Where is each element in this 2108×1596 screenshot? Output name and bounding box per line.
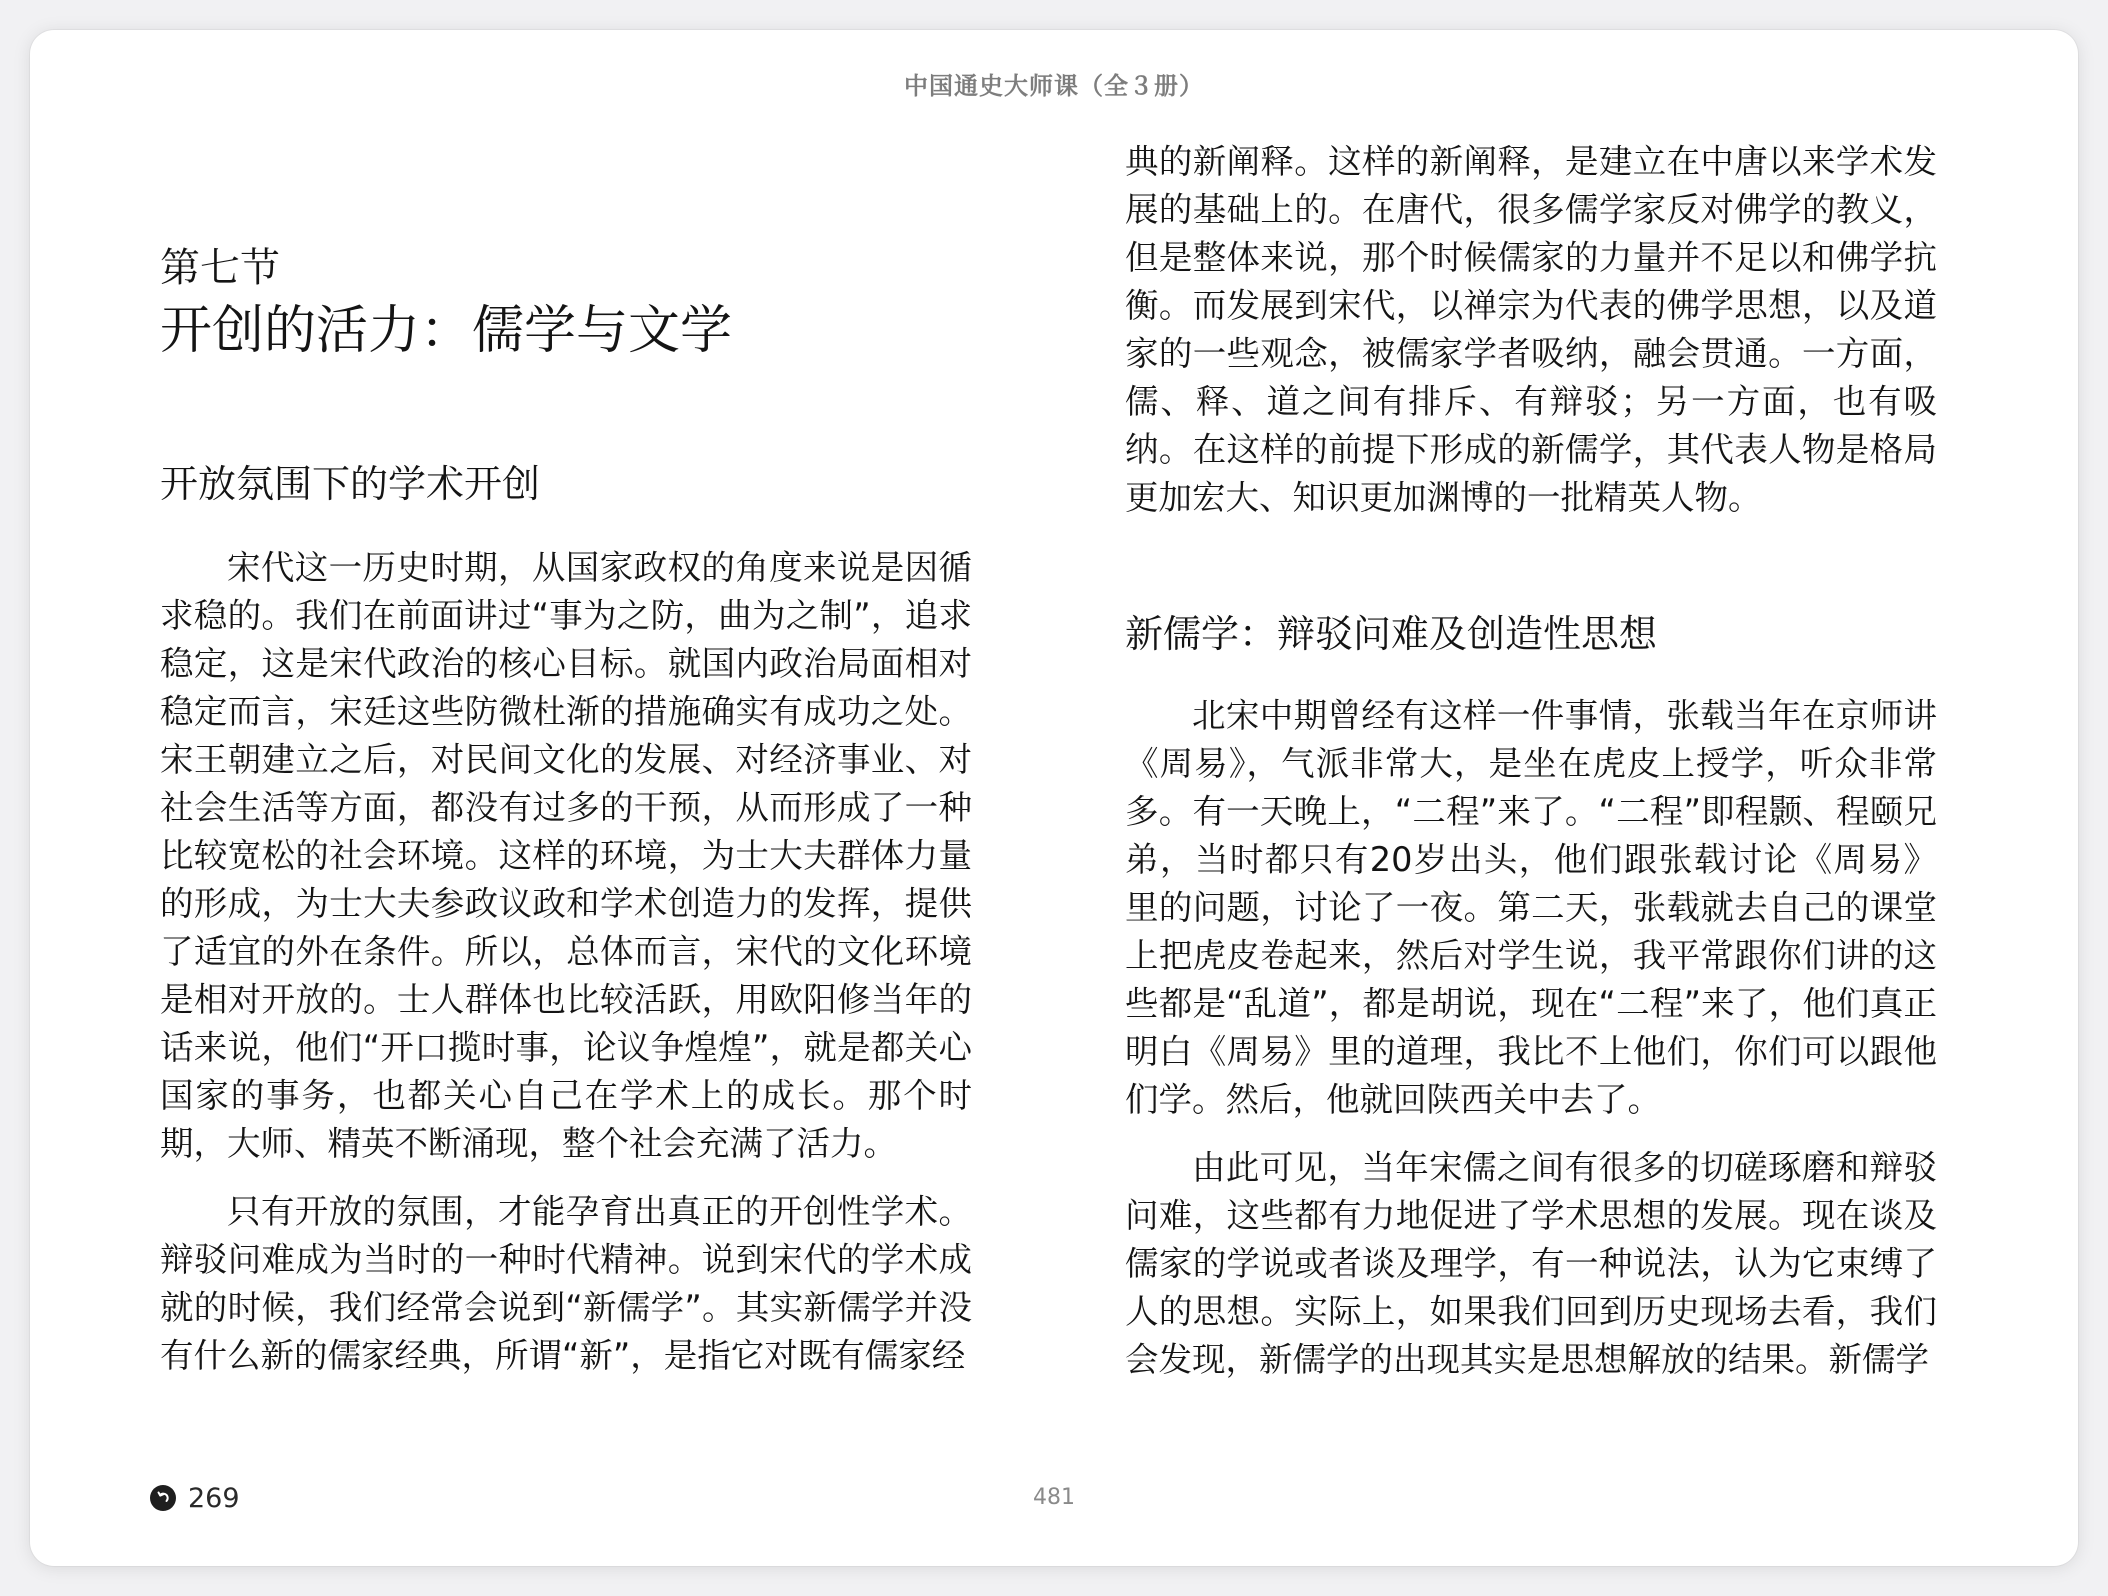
back-page-number: 269 xyxy=(188,1482,240,1514)
continued-paragraph: 典的新阐释。这样的新阐释，是建立在中唐以来学术发展的基础上的。在唐代，很多儒学家反对佛学的教义，但是整体来说，那个时候儒家的力量并不足以和佛学抗衡。而发展到宋代，以禅宗为代表的佛学思想，以及道家的一些观念，被儒家学者吸纳，融会贯通。一方面，儒、释、道之间有排斥、有辩驳；另一方面，也有吸纳。在这样的前提下形成的新儒学，其代表人物是格局更加宏大、知识更加渊博的一批精英人物。 xyxy=(1125,142,1937,517)
section-subheading: 新儒学：辩驳问难及创造性思想 xyxy=(1125,612,1658,656)
section-number: 第七节 xyxy=(160,245,280,291)
section-subheading: 开放氛围下的学术开创 xyxy=(160,462,541,506)
right-page xyxy=(1125,138,1937,1404)
page-number: 481 xyxy=(1033,1485,1075,1510)
left-page xyxy=(160,240,972,1400)
chapter-title: 开创的活力：儒学与文学 xyxy=(160,301,733,361)
reader-window xyxy=(30,30,2078,1566)
body-paragraph: 只有开放的氛围，才能孕育出真正的开创性学术。辩驳问难成为当时的一种时代精神。说到宋代的学术成就的时候，我们经常会说到“新儒学”。其实新儒学并没有什么新的儒家经典，所谓“新”，是指它对既有儒家经 xyxy=(160,1192,972,1375)
body-paragraph: 北宋中期曾经有这样一件事情，张载当年在京师讲《周易》，气派非常大，是坐在虎皮上授学，听众非常多。有一天晚上，“二程”来了。“二程”即程颢、程颐兄弟，当时都只有20岁出头，他们跟张载讨论《周易》里的问题，讨论了一夜。第二天，张载就去自己的课堂上把虎皮卷起来，然后对学生说，我平常跟你们讲的这些都是“乱道”，都是胡说，现在“二程”来了，他们真正明白《周易》里的道理，我比不上他们，你们可以跟他们学。然后，他就回陕西关中去了。 xyxy=(1125,696,1937,1119)
book-title: 中国通史大师课（全３册） xyxy=(904,72,1204,100)
body-paragraph: 宋代这一历史时期，从国家政权的角度来说是因循求稳的。我们在前面讲过“事为之防，曲为之制”，追求稳定，这是宋代政治的核心目标。就国内政治局面相对稳定而言，宋廷这些防微杜渐的措施确实有成功之处。宋王朝建立之后，对民间文化的发展、对经济事业、对社会生活等方面，都没有过多的干预，从而形成了一种比较宽松的社会环境。这样的环境，为士大夫群体力量的形成，为士大夫参政议政和学术创造力的发挥，提供了适宜的外在条件。所以，总体而言，宋代的文化环境是相对开放的。士人群体也比较活跃，用欧阳修当年的话来说，他们“开口揽时事，论议争煌煌”，就是都关心国家的事务，也都关心自己在学术上的成长。那个时期，大师、精英不断涌现，整个社会充满了活力。 xyxy=(160,548,972,1163)
page-footer xyxy=(30,1478,2078,1518)
body-paragraph: 由此可见，当年宋儒之间有很多的切磋琢磨和辩驳问难，这些都有力地促进了学术思想的发展。现在谈及儒家的学说或者谈及理学，有一种说法，认为它束缚了人的思想。实际上，如果我们回到历史现场去看，我们会发现，新儒学的出现其实是思想解放的结果。新儒学 xyxy=(1125,1148,1937,1379)
